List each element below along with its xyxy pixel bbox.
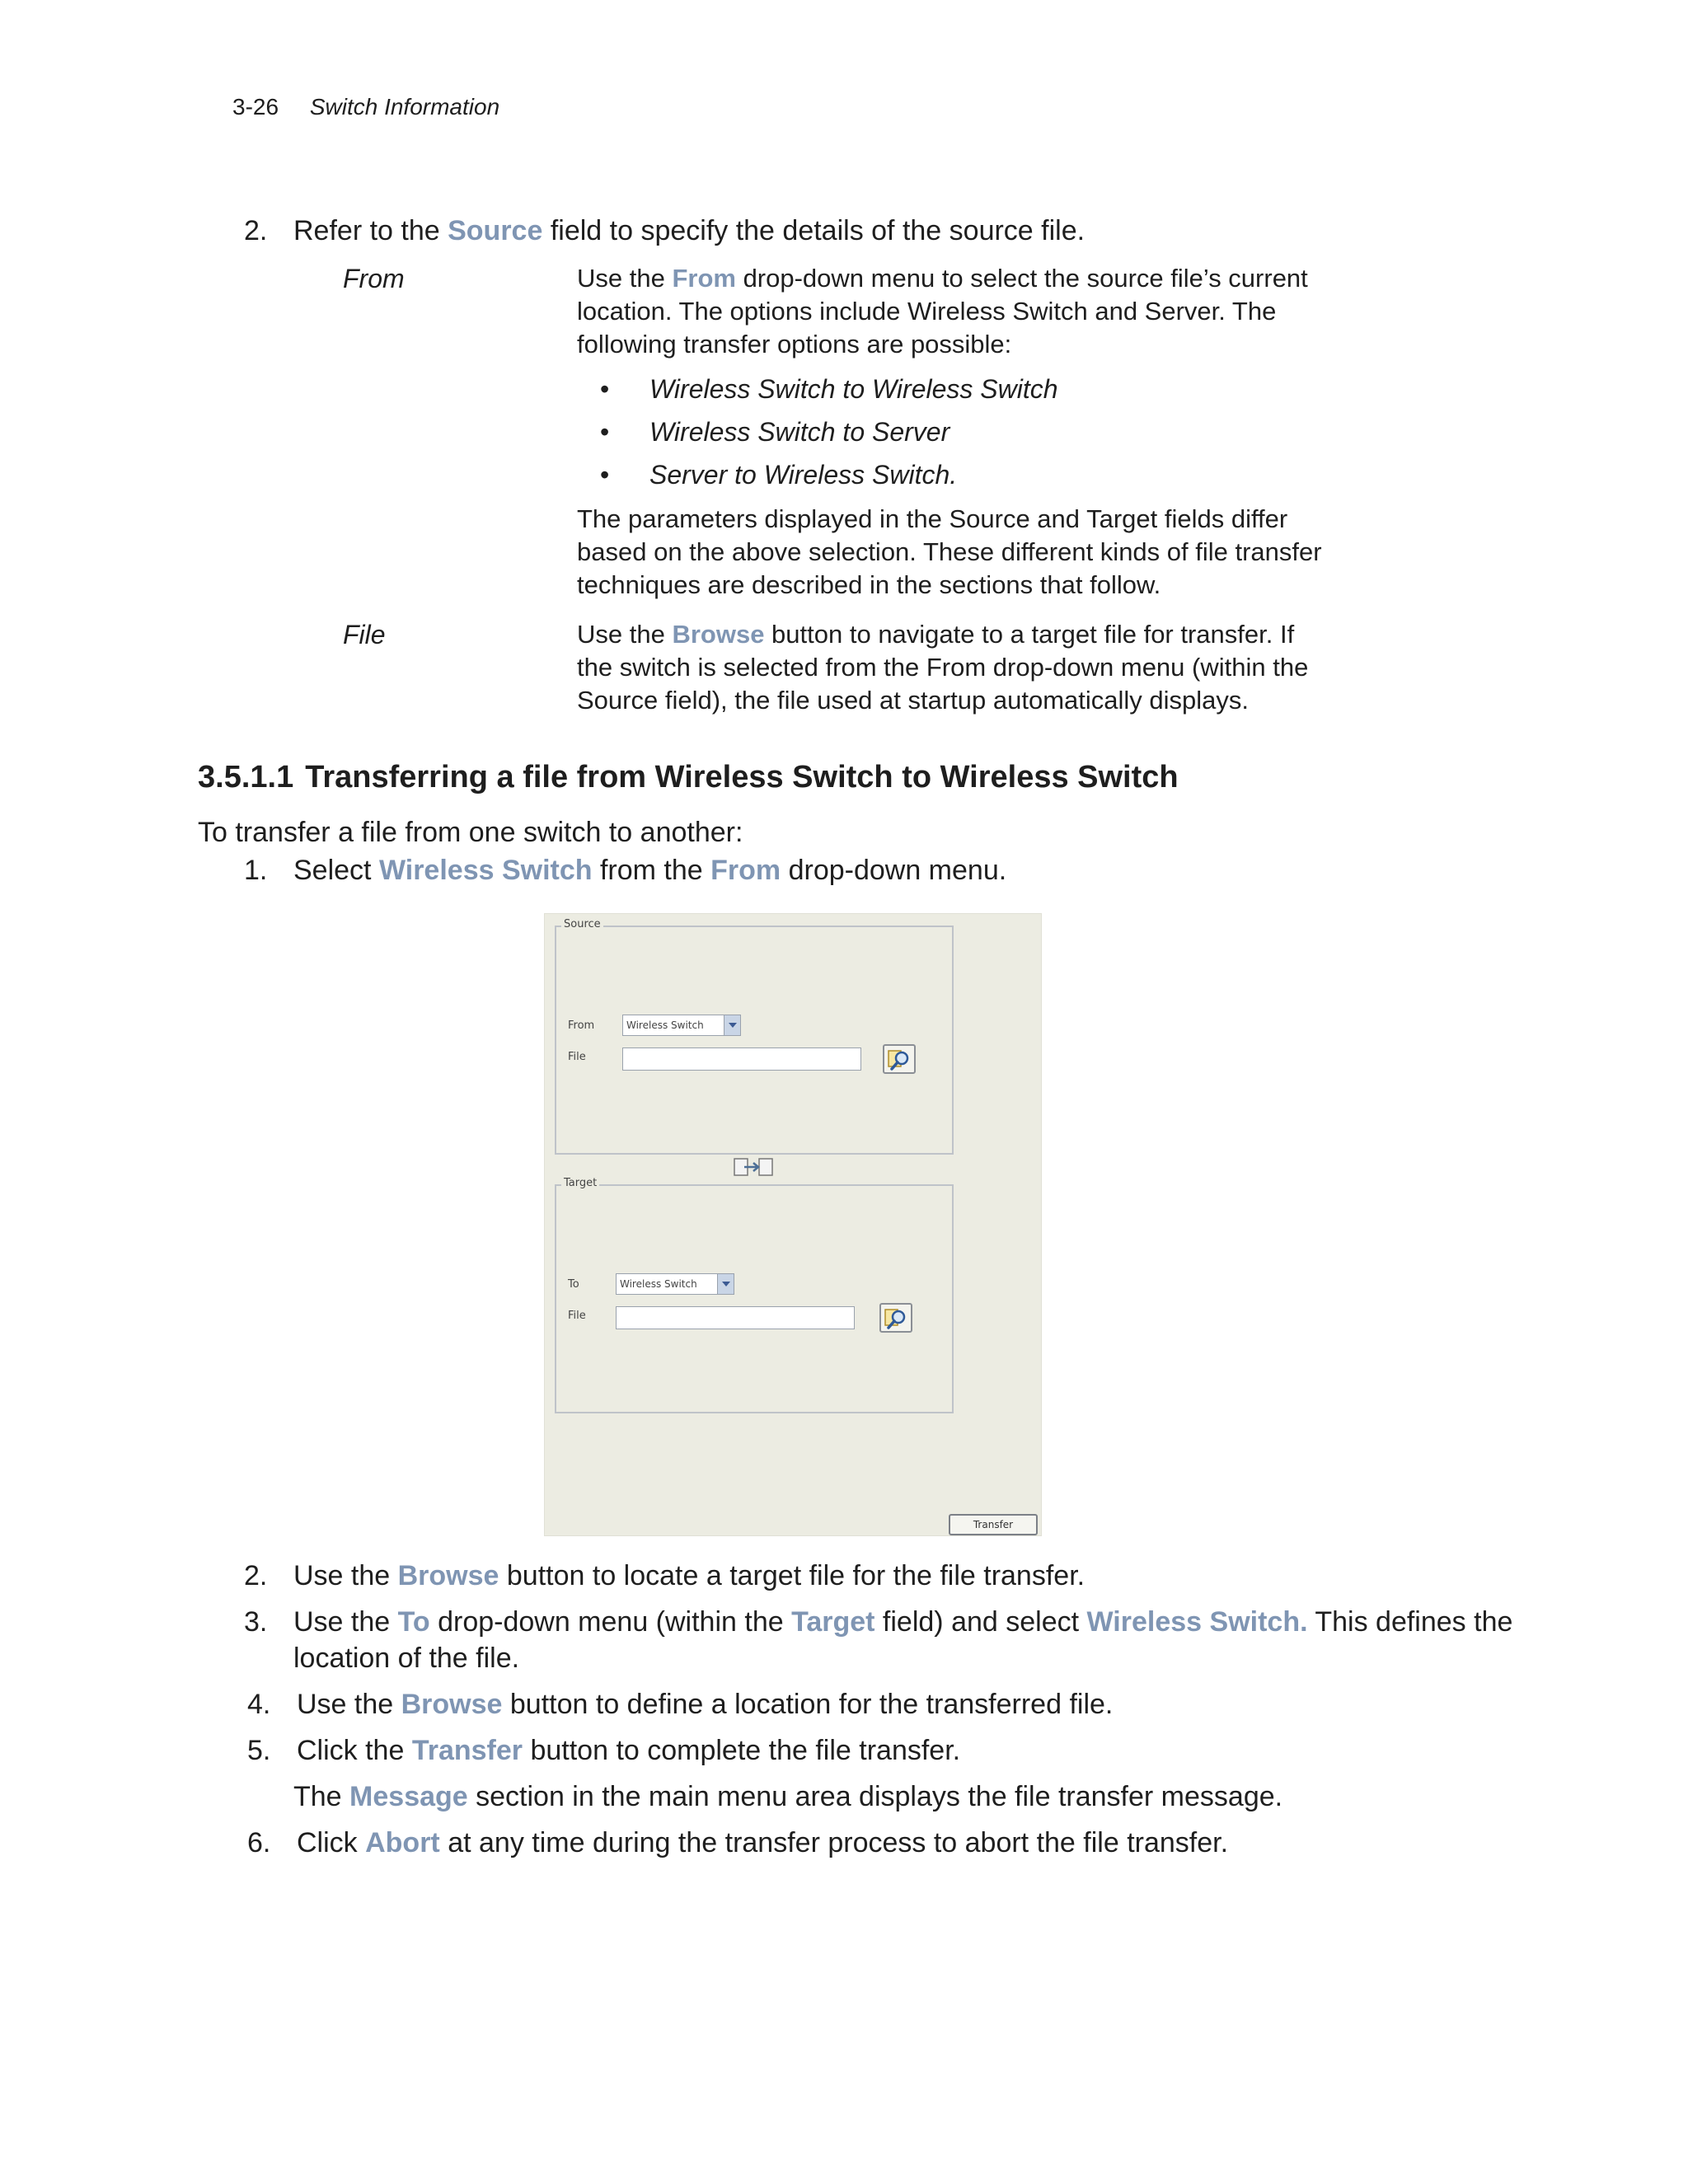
ui-term-from: From [672,264,736,293]
source-browse-button[interactable] [883,1044,916,1074]
list-item [600,373,1177,405]
step-browse-target [247,1686,1484,1722]
step-number: 6. [247,1827,271,1858]
browse-icon [884,1307,909,1330]
text: Use the [577,620,673,649]
to-select-value: Wireless Switch [620,1278,697,1290]
text: Use the [297,1689,401,1720]
ui-term-wireless-switch: Wireless Switch. [1086,1606,1308,1638]
target-file-input[interactable] [616,1306,855,1329]
text-line: techniques are described in the sections that follow. [577,570,1161,599]
list-item-text: Wireless Switch to Server [649,417,950,447]
text-line: the switch is selected from the From drop-down menu (within the [577,653,1309,682]
text: location of the file. [293,1643,520,1674]
list-item [600,458,1177,491]
step-number: 4. [247,1689,271,1720]
step-click-transfer [247,1732,1484,1769]
bullet-icon: • [600,417,610,447]
step-number: 3. [244,1606,268,1638]
definition-file-text [577,618,1308,717]
target-file-label: File [568,1310,586,1322]
section-title: Transferring a file from Wireless Switch to Wireless Switch [305,760,1179,794]
ui-term-source: Source [448,215,543,246]
target-fieldset [555,1177,954,1413]
step-select-target [244,1604,1513,1676]
step-text: field to specify the details of the source file. [542,215,1085,246]
text: button to locate a target file for the file transfer. [499,1560,1085,1591]
text: Select [293,855,379,886]
text: field) and select [874,1606,1087,1638]
step-number: 1. [244,855,268,886]
ui-term-abort: Abort [365,1827,440,1858]
definition-from-text [577,262,1308,361]
text: drop-down menu to select the source file’s current [735,264,1308,293]
section-number: 3.5.1.1 [198,760,294,794]
step-number: 2. [244,1560,268,1591]
ui-term-browse: Browse [401,1689,503,1720]
text: at any time during the transfer process to abort the file transfer. [439,1827,1229,1858]
ui-term-target: Target [791,1606,875,1638]
ui-term-message: Message [349,1781,468,1812]
from-select-value: Wireless Switch [626,1019,704,1031]
ui-term-from: From [710,855,781,886]
text: button to navigate to a target file for transfer. If [764,620,1295,649]
target-legend: Target [561,1177,599,1189]
text: button to define a location for the transferred file. [502,1689,1114,1720]
text: Use the [293,1606,398,1638]
section-intro: To transfer a file from one switch to another: [198,817,743,848]
ui-term-browse: Browse [397,1560,499,1591]
step-click-abort [247,1825,1484,1861]
text: Use the [577,264,673,293]
bullet-icon: • [600,460,610,490]
text: Click the [297,1735,412,1766]
definition-term-file: File [343,620,386,649]
list-item-text: Server to Wireless Switch. [649,460,958,490]
chapter-title: Switch Information [309,94,500,120]
text: from the [592,855,711,886]
text: drop-down menu. [781,855,1007,886]
source-file-input[interactable] [622,1047,861,1071]
text: drop-down menu (within the [429,1606,792,1638]
text: This defines the [1307,1606,1513,1638]
chevron-down-icon [717,1274,734,1294]
step-number: 2. [244,215,268,246]
target-browse-button[interactable] [879,1303,912,1333]
from-label: From [568,1019,595,1032]
text: The [293,1781,350,1812]
chevron-down-icon [724,1015,740,1035]
list-item-text: Wireless Switch to Wireless Switch [649,374,1058,404]
running-header [232,91,499,124]
source-legend: Source [561,918,603,930]
list-item [600,415,1177,448]
text-line: following transfer options are possible: [577,330,1012,359]
step-browse-source [244,1558,1480,1594]
step-number: 5. [247,1735,271,1766]
bullet-icon: • [600,374,610,404]
transfer-button[interactable]: Transfer [949,1514,1038,1535]
definition-term-from: From [343,264,405,293]
text: button to complete the file transfer. [523,1735,961,1766]
section-heading [198,757,1179,798]
text-line: based on the above selection. These different kinds of file transfer [577,537,1322,566]
text-line: location. The options include Wireless Switch and Server. The [577,297,1277,326]
to-select[interactable] [616,1273,734,1295]
ui-term-transfer: Transfer [411,1735,523,1766]
text-line: The parameters displayed in the Source and Target fields differ [577,504,1288,533]
text-line: Source field), the file used at startup automatically displays. [577,686,1250,715]
page-number: 3-26 [232,94,279,120]
text: Use the [293,1560,398,1591]
source-fieldset [555,918,954,1155]
from-select[interactable] [622,1015,741,1036]
transfer-direction-icon [733,1156,776,1178]
step-source [244,213,1398,249]
ui-term-to: To [397,1606,430,1638]
step-select-switch [244,852,1398,888]
step-note-message [293,1779,1530,1815]
step-text: Refer to the [293,215,448,246]
ui-term-browse: Browse [672,620,765,649]
file-transfer-screenshot [544,913,1042,1536]
to-label: To [568,1278,579,1291]
ui-term-wireless-switch: Wireless Switch [378,855,593,886]
text: section in the main menu area displays the file transfer message. [467,1781,1283,1812]
browse-icon [888,1048,912,1071]
source-file-label: File [568,1051,586,1063]
text: Click [297,1827,366,1858]
definition-from-note [577,503,1322,602]
